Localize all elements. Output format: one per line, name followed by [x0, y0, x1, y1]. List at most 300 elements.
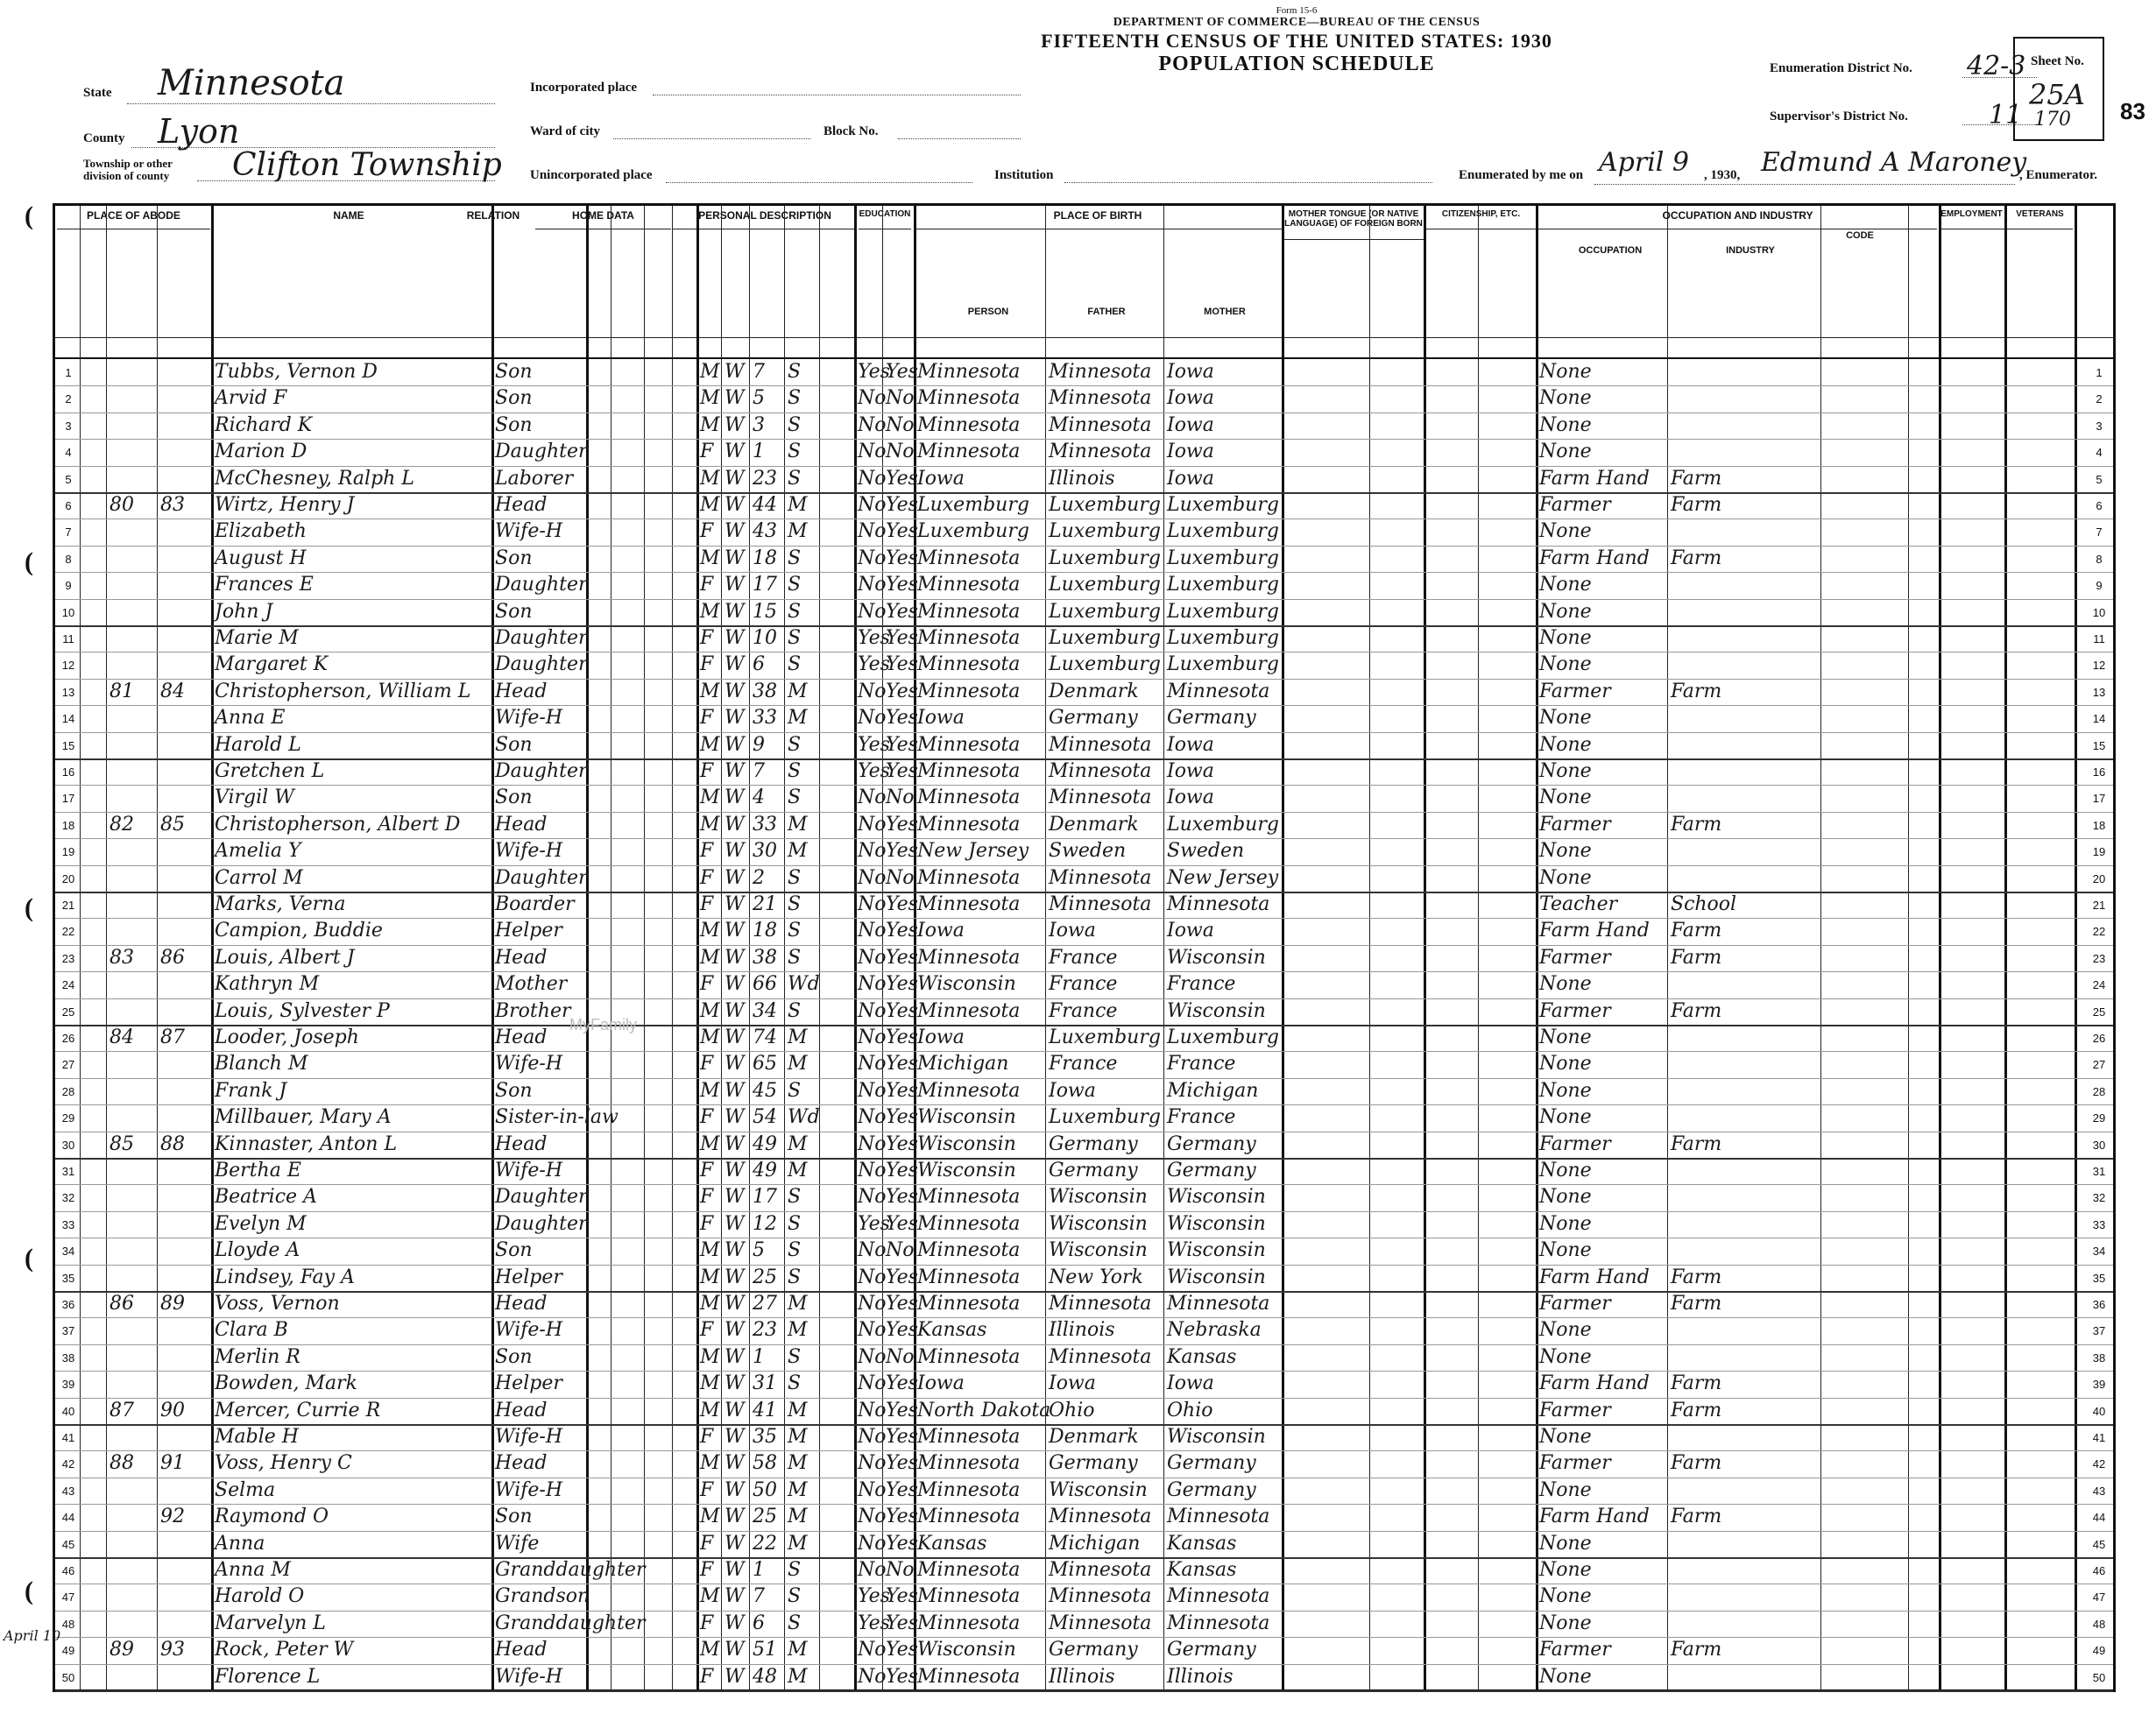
township-value: Clifton Township — [232, 147, 502, 183]
cell-ms: S — [788, 387, 802, 410]
department-title: DEPARTMENT OF COMMERCE—BUREAU OF THE CENSUS — [1113, 16, 1481, 29]
population-table — [53, 203, 2116, 1692]
table-row — [55, 971, 2113, 998]
cell-ms: S — [788, 1585, 802, 1608]
cell-bp: Minnesota — [917, 760, 1021, 782]
cell-ind: Farm — [1671, 547, 1722, 569]
cell-mbp: Ohio — [1167, 1399, 1213, 1421]
cell-dw — [110, 865, 155, 892]
cell-bp: Minnesota — [917, 1506, 1021, 1528]
cell-fam — [160, 385, 208, 412]
cell-ms: M — [788, 813, 808, 836]
cell-bp: Minnesota — [917, 1266, 1021, 1288]
county-label: County — [83, 131, 125, 145]
cell-read: Yes — [886, 813, 918, 836]
cell-dw — [110, 1078, 155, 1104]
cell-occ: None — [1539, 733, 1592, 756]
cell-ms: Wd — [788, 1106, 820, 1129]
state-value: Minnesota — [158, 63, 345, 103]
cell-age: 23 — [753, 467, 777, 490]
table-row — [55, 758, 2113, 786]
cell-read: Yes — [886, 680, 918, 702]
cell-name: Marie M — [215, 627, 299, 649]
cell-bp: Wisconsin — [917, 1639, 1016, 1661]
cell-ind — [1671, 439, 1819, 465]
cell-bp: Minnesota — [917, 893, 1021, 915]
cell-ms: S — [788, 1559, 802, 1581]
cell-read: Yes — [886, 1106, 918, 1129]
line-number: 22 — [61, 925, 75, 939]
group-abode: PLACE OF ABODE — [57, 209, 210, 229]
cell-sex: M — [700, 1079, 720, 1102]
cell-sex: F — [700, 893, 714, 915]
cell-school: No — [858, 1319, 887, 1342]
cell-dw: 89 — [110, 1639, 134, 1661]
cell-race: W — [725, 1372, 745, 1395]
line-number: 1 — [65, 366, 72, 379]
margin-mark: ( — [25, 893, 33, 922]
cell-ind: Farm — [1671, 1132, 1722, 1155]
cell-name: Harold L — [215, 733, 301, 756]
cell-mbp: Luxemburg — [1167, 600, 1279, 623]
line-number: 44 — [2092, 1511, 2106, 1525]
cell-rel: Head — [495, 680, 548, 702]
line-number: 45 — [2092, 1537, 2106, 1551]
cell-fam: 85 — [160, 813, 185, 836]
cell-ind — [1671, 1051, 1819, 1077]
cell-fam: 83 — [160, 494, 185, 516]
margin-mark: ( — [25, 1244, 33, 1273]
cell-school: No — [858, 1160, 887, 1181]
cell-dw — [110, 971, 155, 998]
cell-age: 31 — [753, 1372, 777, 1395]
cell-read: Yes — [886, 1639, 918, 1661]
cell-fbp: Illinois — [1049, 467, 1115, 490]
table-row — [55, 492, 2113, 519]
cell-bp: Minnesota — [917, 441, 1021, 463]
cell-age: 2 — [753, 866, 765, 889]
cell-sex: M — [700, 547, 720, 569]
cell-rel: Head — [495, 1399, 548, 1421]
line-number: 35 — [61, 1271, 75, 1285]
cell-dw — [110, 1664, 155, 1690]
cell-school: No — [858, 1372, 887, 1395]
cell-fbp: Iowa — [1049, 920, 1096, 942]
cell-fam — [160, 918, 208, 944]
cell-mbp: Luxemburg — [1167, 1026, 1279, 1048]
cell-ind — [1671, 1211, 1819, 1238]
cell-ms: S — [788, 1186, 802, 1209]
cell-read: Yes — [886, 840, 918, 863]
cell-dw — [110, 705, 155, 731]
table-row — [55, 1158, 2113, 1185]
cell-mbp: Wisconsin — [1167, 1426, 1266, 1448]
cell-dw — [110, 1531, 155, 1557]
line-number: 48 — [61, 1617, 75, 1631]
cell-rel: Head — [495, 813, 548, 836]
cell-race: W — [725, 1239, 745, 1262]
cell-rel: Wife-H — [495, 1160, 563, 1181]
cell-read: Yes — [886, 893, 918, 915]
cell-sex: M — [700, 1399, 720, 1421]
supervisor-label: Supervisor's District No. — [1770, 109, 1908, 123]
cell-dw — [110, 1211, 155, 1238]
table-row — [55, 1132, 2113, 1160]
cell-bp: Minnesota — [917, 946, 1021, 969]
cell-occ: Farm Hand — [1539, 467, 1650, 490]
cell-occ: Farmer — [1539, 1452, 1611, 1475]
cell-mbp: Germany — [1167, 1452, 1256, 1475]
line-number: 16 — [2092, 765, 2106, 779]
table-row — [55, 865, 2113, 893]
cell-fam — [160, 998, 208, 1025]
cell-name: Blanch M — [215, 1053, 308, 1076]
cell-fam — [160, 1211, 208, 1238]
cell-ms: S — [788, 441, 802, 463]
cell-occ: Farmer — [1539, 946, 1611, 969]
cell-ind: Farm — [1671, 1293, 1722, 1315]
cell-occ: Farm Hand — [1539, 920, 1650, 942]
cell-age: 27 — [753, 1293, 777, 1315]
table-row — [55, 1184, 2113, 1211]
cell-ms: M — [788, 1532, 808, 1555]
cell-ind — [1671, 625, 1819, 652]
cell-fam: 91 — [160, 1452, 185, 1475]
cell-ind — [1671, 1664, 1819, 1690]
ward-label: Ward of city — [530, 124, 600, 138]
cell-occ: None — [1539, 866, 1592, 889]
cell-fbp: Luxemburg — [1049, 494, 1161, 516]
line-number: 29 — [2092, 1111, 2106, 1125]
cell-school: No — [858, 999, 887, 1022]
cell-age: 25 — [753, 1266, 777, 1288]
line-number: 13 — [61, 685, 75, 699]
cell-dw: 80 — [110, 494, 134, 516]
cell-ms: M — [788, 1319, 808, 1342]
cell-ind: Farm — [1671, 813, 1722, 836]
cell-fam — [160, 1317, 208, 1344]
cell-sex: F — [700, 1053, 714, 1076]
cell-age: 7 — [753, 361, 765, 383]
cell-fam — [160, 732, 208, 758]
cell-name: Voss, Henry C — [215, 1452, 352, 1475]
cell-school: No — [858, 680, 887, 702]
line-number: 17 — [61, 792, 75, 806]
line-number: 8 — [65, 552, 72, 566]
table-row — [55, 1025, 2113, 1052]
cell-dw — [110, 1611, 155, 1637]
cell-mbp: France — [1167, 1106, 1236, 1129]
cell-occ: None — [1539, 1478, 1592, 1501]
line-number: 3 — [65, 419, 72, 433]
cell-read: Yes — [886, 547, 918, 569]
cell-school: No — [858, 1665, 887, 1688]
cell-sex: M — [700, 1639, 720, 1661]
line-number: 35 — [2092, 1271, 2106, 1285]
cell-read: No — [886, 1345, 915, 1368]
cell-mbp: Germany — [1167, 1478, 1256, 1501]
cell-rel: Mother — [495, 973, 568, 996]
cell-occ: None — [1539, 520, 1592, 543]
line-number: 21 — [61, 899, 75, 912]
cell-age: 18 — [753, 547, 777, 569]
cell-fbp: Minnesota — [1049, 786, 1152, 809]
cell-rel: Son — [495, 413, 533, 436]
cell-age: 12 — [753, 1212, 777, 1235]
cell-fbp: France — [1049, 973, 1118, 996]
cell-read: No — [886, 786, 915, 809]
line-number: 40 — [61, 1404, 75, 1418]
cell-occ: Farm Hand — [1539, 1506, 1650, 1528]
cell-race: W — [725, 813, 745, 836]
cell-dw — [110, 1504, 155, 1530]
cell-ind — [1671, 359, 1819, 385]
cell-fam — [160, 652, 208, 678]
cell-fam — [160, 758, 208, 785]
group-relation: RELATION — [466, 209, 520, 222]
line-number: 6 — [2096, 499, 2103, 512]
table-row — [55, 705, 2113, 732]
cell-occ: None — [1539, 361, 1592, 383]
table-row — [55, 1611, 2113, 1638]
line-number: 47 — [61, 1591, 75, 1605]
cell-bp: Minnesota — [917, 1345, 1021, 1368]
cell-bp: Minnesota — [917, 413, 1021, 436]
cell-age: 10 — [753, 627, 777, 649]
cell-dw — [110, 385, 155, 412]
cell-race: W — [725, 361, 745, 383]
cell-dw — [110, 785, 155, 811]
cell-mbp: Nebraska — [1167, 1319, 1262, 1342]
cell-fam — [160, 359, 208, 385]
cell-fam: 90 — [160, 1399, 185, 1421]
institution-label: Institution — [994, 168, 1054, 182]
cell-read: Yes — [886, 1132, 918, 1155]
line-number: 25 — [2092, 1005, 2106, 1019]
incorporated-label: Incorporated place — [530, 81, 638, 95]
cell-occ: None — [1539, 600, 1592, 623]
cell-age: 30 — [753, 840, 777, 863]
cell-ind — [1671, 1238, 1819, 1264]
cell-fam — [160, 413, 208, 439]
cell-mbp: Germany — [1167, 1160, 1256, 1181]
cell-ind — [1671, 518, 1819, 545]
cell-ms: S — [788, 893, 802, 915]
cell-sex: F — [700, 1532, 714, 1555]
cell-fam — [160, 1371, 208, 1397]
cell-sex: M — [700, 1452, 720, 1475]
cell-mbp: Luxemburg — [1167, 520, 1279, 543]
cell-fbp: Wisconsin — [1049, 1212, 1148, 1235]
cell-ind — [1671, 1611, 1819, 1637]
cell-sex: F — [700, 1612, 714, 1634]
cell-race: W — [725, 1639, 745, 1661]
cell-fbp: Luxemburg — [1049, 653, 1161, 676]
cell-bp: Minnesota — [917, 600, 1021, 623]
cell-school: No — [858, 1426, 887, 1448]
cell-race: W — [725, 520, 745, 543]
cell-sex: M — [700, 1266, 720, 1288]
cell-bp: Iowa — [917, 1372, 965, 1395]
cell-bp: Minnesota — [917, 733, 1021, 756]
cell-occ: None — [1539, 1026, 1592, 1048]
table-row — [55, 1584, 2113, 1611]
cell-rel: Wife-H — [495, 1665, 563, 1688]
table-row — [55, 1504, 2113, 1531]
cell-bp: Minnesota — [917, 1186, 1021, 1209]
cell-fbp: Minnesota — [1049, 361, 1152, 383]
cell-rel: Daughter — [495, 441, 588, 463]
cell-mbp: France — [1167, 973, 1236, 996]
cell-read: No — [886, 387, 915, 410]
cell-sex: F — [700, 1559, 714, 1581]
cell-rel: Daughter — [495, 574, 588, 596]
cell-bp: Minnesota — [917, 680, 1021, 702]
cell-fam: 84 — [160, 680, 185, 702]
cell-bp: Minnesota — [917, 387, 1021, 410]
cell-race: W — [725, 1293, 745, 1315]
cell-rel: Boarder — [495, 893, 575, 915]
cell-occ: None — [1539, 1345, 1592, 1368]
cell-race: W — [725, 920, 745, 942]
table-row — [55, 1424, 2113, 1451]
cell-name: Frances E — [215, 574, 314, 596]
cell-race: W — [725, 893, 745, 915]
line-number: 9 — [65, 579, 72, 593]
cell-bp: Wisconsin — [917, 973, 1016, 996]
cell-fbp: France — [1049, 946, 1118, 969]
cell-mbp: France — [1167, 1053, 1236, 1076]
cell-read: Yes — [886, 1160, 918, 1181]
cell-read: Yes — [886, 1053, 918, 1076]
cell-rel: Head — [495, 1452, 548, 1475]
unincorporated-label: Unincorporated place — [530, 168, 653, 182]
cell-age: 65 — [753, 1053, 777, 1076]
column-number-row — [55, 337, 2113, 359]
cell-read: Yes — [886, 653, 918, 676]
cell-race: W — [725, 413, 745, 436]
cell-fbp: Illinois — [1049, 1319, 1115, 1342]
cell-race: W — [725, 1160, 745, 1181]
cell-bp: Kansas — [917, 1532, 987, 1555]
line-number: 15 — [61, 738, 75, 752]
line-number: 23 — [61, 951, 75, 965]
cell-race: W — [725, 680, 745, 702]
cell-fbp: Luxemburg — [1049, 520, 1161, 543]
cell-race: W — [725, 1585, 745, 1608]
cell-age: 33 — [753, 813, 777, 836]
cell-age: 4 — [753, 786, 765, 809]
table-row — [55, 1104, 2113, 1132]
cell-fbp: Germany — [1049, 1639, 1138, 1661]
cell-ind: Farm — [1671, 1399, 1722, 1421]
cell-sex: F — [700, 520, 714, 543]
cell-rel: Brother — [495, 999, 571, 1022]
cell-age: 66 — [753, 973, 777, 996]
cell-ind — [1671, 1344, 1819, 1371]
cell-sex: F — [700, 1426, 714, 1448]
cell-dw — [110, 599, 155, 625]
cell-race: W — [725, 1665, 745, 1688]
cell-dw: 86 — [110, 1293, 134, 1315]
cell-fam: 88 — [160, 1132, 185, 1155]
table-row — [55, 572, 2113, 599]
cell-fbp: Minnesota — [1049, 1559, 1152, 1581]
cell-fbp: Denmark — [1049, 813, 1139, 836]
cell-ms: M — [788, 1506, 808, 1528]
cell-read: Yes — [886, 1532, 918, 1555]
cell-ms: M — [788, 1639, 808, 1661]
cell-ind: Farm — [1671, 1506, 1722, 1528]
cell-ms: M — [788, 707, 808, 730]
table-row — [55, 1450, 2113, 1478]
cell-mbp: Iowa — [1167, 733, 1214, 756]
cell-fam — [160, 892, 208, 918]
cell-read: Yes — [886, 1212, 918, 1235]
cell-read: Yes — [886, 1612, 918, 1634]
cell-occ: Teacher — [1539, 893, 1618, 915]
margin-mark: ( — [25, 1576, 33, 1605]
line-number: 11 — [62, 632, 74, 645]
cell-occ: None — [1539, 786, 1592, 809]
cell-age: 38 — [753, 680, 777, 702]
line-number: 8 — [2096, 552, 2103, 566]
cell-ms: M — [788, 520, 808, 543]
cell-occ: Farm Hand — [1539, 1372, 1650, 1395]
cell-rel: Head — [495, 1293, 548, 1315]
cell-ms: S — [788, 600, 802, 623]
cell-sex: F — [700, 1319, 714, 1342]
cell-occ: Farm Hand — [1539, 547, 1650, 569]
cell-race: W — [725, 1345, 745, 1368]
line-number: 38 — [2092, 1351, 2106, 1365]
cell-read: Yes — [886, 999, 918, 1022]
cell-race: W — [725, 1399, 745, 1421]
cell-rel: Head — [495, 494, 548, 516]
cell-name: Louis, Sylvester P — [215, 999, 390, 1022]
cell-sex: M — [700, 999, 720, 1022]
cell-name: Arvid F — [215, 387, 287, 410]
line-number: 24 — [2092, 978, 2106, 992]
cell-rel: Wife — [495, 1532, 540, 1555]
line-number: 36 — [2092, 1298, 2106, 1311]
cell-bp: Wisconsin — [917, 1106, 1016, 1129]
cell-read: Yes — [886, 1319, 918, 1342]
cell-age: 6 — [753, 1612, 765, 1634]
cell-bp: Minnesota — [917, 813, 1021, 836]
table-row — [55, 892, 2113, 919]
cell-read: Yes — [886, 707, 918, 730]
cell-name: Rock, Peter W — [215, 1639, 354, 1661]
cell-mbp: Michigan — [1167, 1079, 1259, 1102]
cell-occ: Farmer — [1539, 1399, 1611, 1421]
line-number: 43 — [2092, 1484, 2106, 1498]
cell-age: 33 — [753, 707, 777, 730]
cell-mbp: Minnesota — [1167, 893, 1270, 915]
cell-sex: F — [700, 627, 714, 649]
cell-occ: None — [1539, 1160, 1592, 1181]
cell-name: Anna E — [215, 707, 286, 730]
cell-fam: 87 — [160, 1026, 185, 1048]
cell-ind: Farm — [1671, 467, 1722, 490]
table-row — [55, 918, 2113, 945]
cell-occ: None — [1539, 1559, 1592, 1581]
cell-mbp: Sweden — [1167, 840, 1245, 863]
cell-name: Evelyn M — [215, 1212, 307, 1235]
cell-name: Voss, Vernon — [215, 1293, 340, 1315]
cell-school: No — [858, 520, 887, 543]
cell-bp: Michigan — [917, 1053, 1009, 1076]
